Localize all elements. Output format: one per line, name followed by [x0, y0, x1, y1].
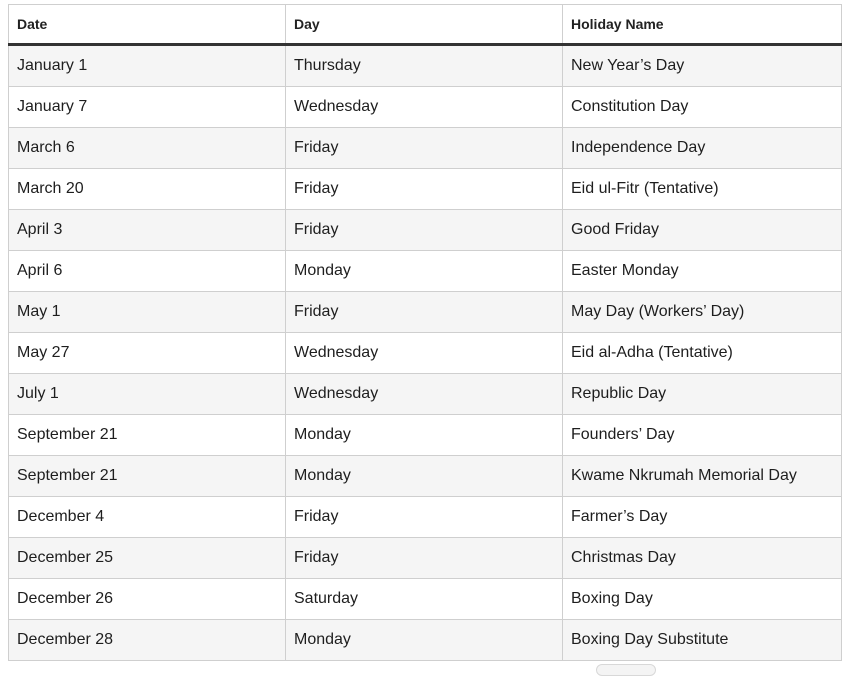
cell-day: Monday: [286, 456, 563, 497]
cell-day: Friday: [286, 128, 563, 169]
table-row: [9, 292, 842, 333]
cell-day: Wednesday: [286, 374, 563, 415]
cell-day: Friday: [286, 210, 563, 251]
cell-holiday-name: Eid ul-Fitr (Tentative): [563, 169, 842, 210]
cell-day: Monday: [286, 415, 563, 456]
table-row: [9, 579, 842, 620]
cell-date: December 4: [9, 497, 286, 538]
cell-day: Monday: [286, 251, 563, 292]
cell-date: December 28: [9, 620, 286, 661]
cell-holiday-name: May Day (Workers’ Day): [563, 292, 842, 333]
table-row: [9, 251, 842, 292]
cell-day: Saturday: [286, 579, 563, 620]
table-row: [9, 415, 842, 456]
cell-day: Thursday: [286, 45, 563, 87]
cell-date: April 3: [9, 210, 286, 251]
table-row: [9, 456, 842, 497]
header-day: Day: [286, 5, 563, 45]
cell-holiday-name: Good Friday: [563, 210, 842, 251]
table-row: [9, 210, 842, 251]
cell-day: Wednesday: [286, 333, 563, 374]
table-row: [9, 333, 842, 374]
table-row: [9, 128, 842, 169]
cell-holiday-name: Kwame Nkrumah Memorial Day: [563, 456, 842, 497]
table-row: [9, 169, 842, 210]
cell-holiday-name: Eid al-Adha (Tentative): [563, 333, 842, 374]
cell-date: January 7: [9, 87, 286, 128]
header-date: Date: [9, 5, 286, 45]
cell-day: Friday: [286, 538, 563, 579]
cell-date: July 1: [9, 374, 286, 415]
cell-holiday-name: Easter Monday: [563, 251, 842, 292]
cell-holiday-name: Boxing Day: [563, 579, 842, 620]
cell-day: Wednesday: [286, 87, 563, 128]
cell-date: January 1: [9, 45, 286, 87]
horizontal-scrollbar-thumb[interactable]: [596, 664, 656, 676]
cell-holiday-name: New Year’s Day: [563, 45, 842, 87]
cell-holiday-name: Republic Day: [563, 374, 842, 415]
cell-day: Monday: [286, 620, 563, 661]
table-row: [9, 87, 842, 128]
cell-holiday-name: Farmer’s Day: [563, 497, 842, 538]
table-row: [9, 497, 842, 538]
table-row: [9, 374, 842, 415]
table-row: [9, 620, 842, 661]
cell-date: May 27: [9, 333, 286, 374]
cell-date: April 6: [9, 251, 286, 292]
cell-date: March 20: [9, 169, 286, 210]
cell-date: September 21: [9, 456, 286, 497]
cell-holiday-name: Independence Day: [563, 128, 842, 169]
cell-date: December 26: [9, 579, 286, 620]
cell-date: March 6: [9, 128, 286, 169]
cell-holiday-name: Boxing Day Substitute: [563, 620, 842, 661]
table-header: [9, 5, 842, 45]
cell-date: May 1: [9, 292, 286, 333]
cell-day: Friday: [286, 169, 563, 210]
cell-holiday-name: Christmas Day: [563, 538, 842, 579]
holiday-table: [8, 4, 842, 661]
table-body: [9, 45, 842, 661]
header-holiday-name: Holiday Name: [563, 5, 842, 45]
cell-holiday-name: Founders’ Day: [563, 415, 842, 456]
table-row: [9, 538, 842, 579]
header-row: [9, 5, 842, 45]
cell-holiday-name: Constitution Day: [563, 87, 842, 128]
cell-date: December 25: [9, 538, 286, 579]
cell-day: Friday: [286, 292, 563, 333]
table-row: [9, 45, 842, 87]
cell-date: September 21: [9, 415, 286, 456]
cell-day: Friday: [286, 497, 563, 538]
holiday-table-container: [8, 4, 841, 661]
